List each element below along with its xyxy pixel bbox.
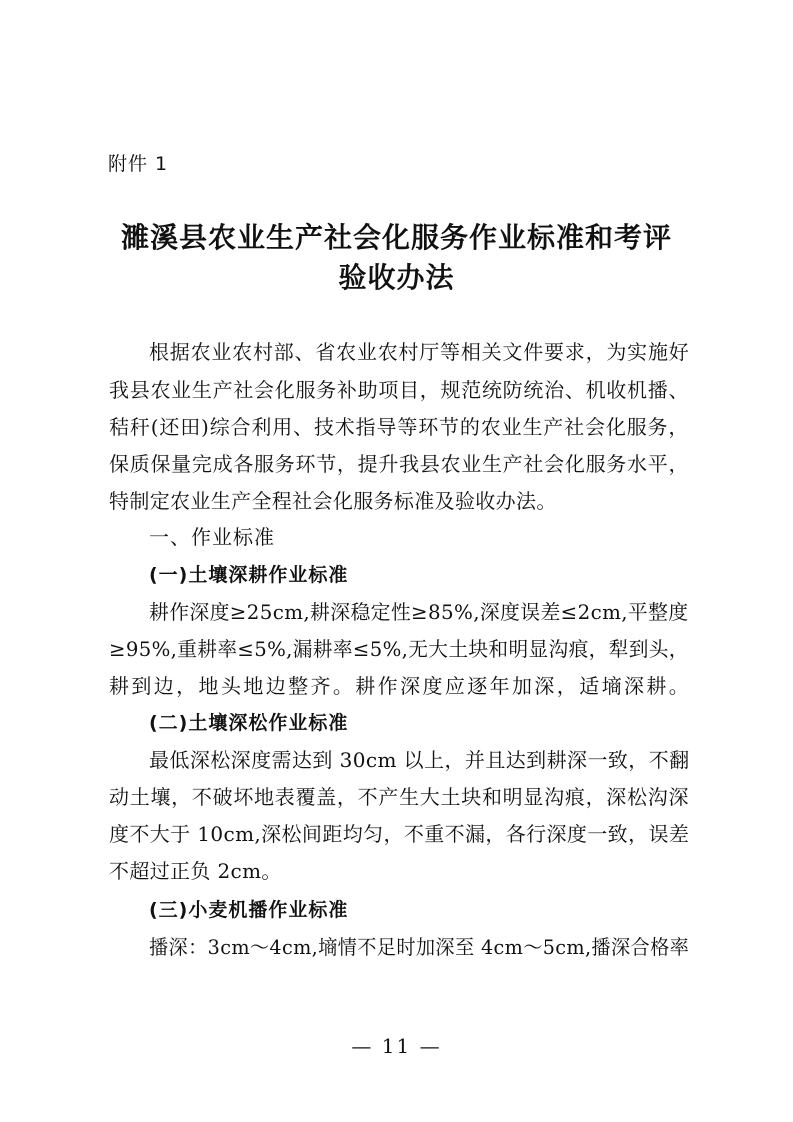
intro-line: 秸秆(还田)综合利用、技术指导等环节的农业生产社会化服务， <box>109 415 690 439</box>
body-line: 播深：3cm～4cm,墒情不足时加深至 4cm～5cm,播深合格率 <box>149 935 690 959</box>
intro-line: 我县农业生产社会化服务补助项目，规范统防统治、机收机播、 <box>109 378 690 402</box>
body-line: 耕到边，地头地边整齐。耕作深度应逐年加深，适墒深耕。 <box>109 674 692 698</box>
page-number: — 11 — <box>351 1034 442 1058</box>
subsection-heading: (二)土壤深松作业标准 <box>149 712 349 734</box>
intro-line: 根据农业农村部、省农业农村厅等相关文件要求，为实施好 <box>149 340 690 364</box>
body-line: 不超过正负 2cm。 <box>109 859 282 883</box>
document-title-line-2: 验收办法 <box>338 261 455 294</box>
body-line: 动土壤，不破坏地表覆盖，不产生大土块和明显沟痕，深松沟深 <box>109 785 690 809</box>
subsection-heading: (一)土壤深耕作业标准 <box>149 564 349 586</box>
body-line: ≥95%,重耕率≤5%,漏耕率≤5%,无大土块和明显沟痕，犁到头， <box>109 637 689 661</box>
intro-line: 特制定农业生产全程社会化服务标准及验收办法。 <box>109 489 557 513</box>
section-heading: 一、作业标准 <box>149 525 275 549</box>
document-title-line-1: 濉溪县农业生产社会化服务作业标准和考评 <box>120 221 672 254</box>
body-line: 度不大于 10cm,深松间距均匀，不重不漏，各行深度一致，误差 <box>109 822 690 846</box>
body-line: 耕作深度≥25cm,耕深稳定性≥85%,深度误差≤2cm,平整度 <box>149 600 689 624</box>
attachment-label: 附件 1 <box>108 153 169 175</box>
body-line: 最低深松深度需达到 30cm 以上，并且达到耕深一致，不翻 <box>149 748 690 772</box>
intro-line: 保质保量完成各服务环节，提升我县农业生产社会化服务水平， <box>109 452 690 476</box>
subsection-heading: (三)小麦机播作业标准 <box>149 899 349 921</box>
